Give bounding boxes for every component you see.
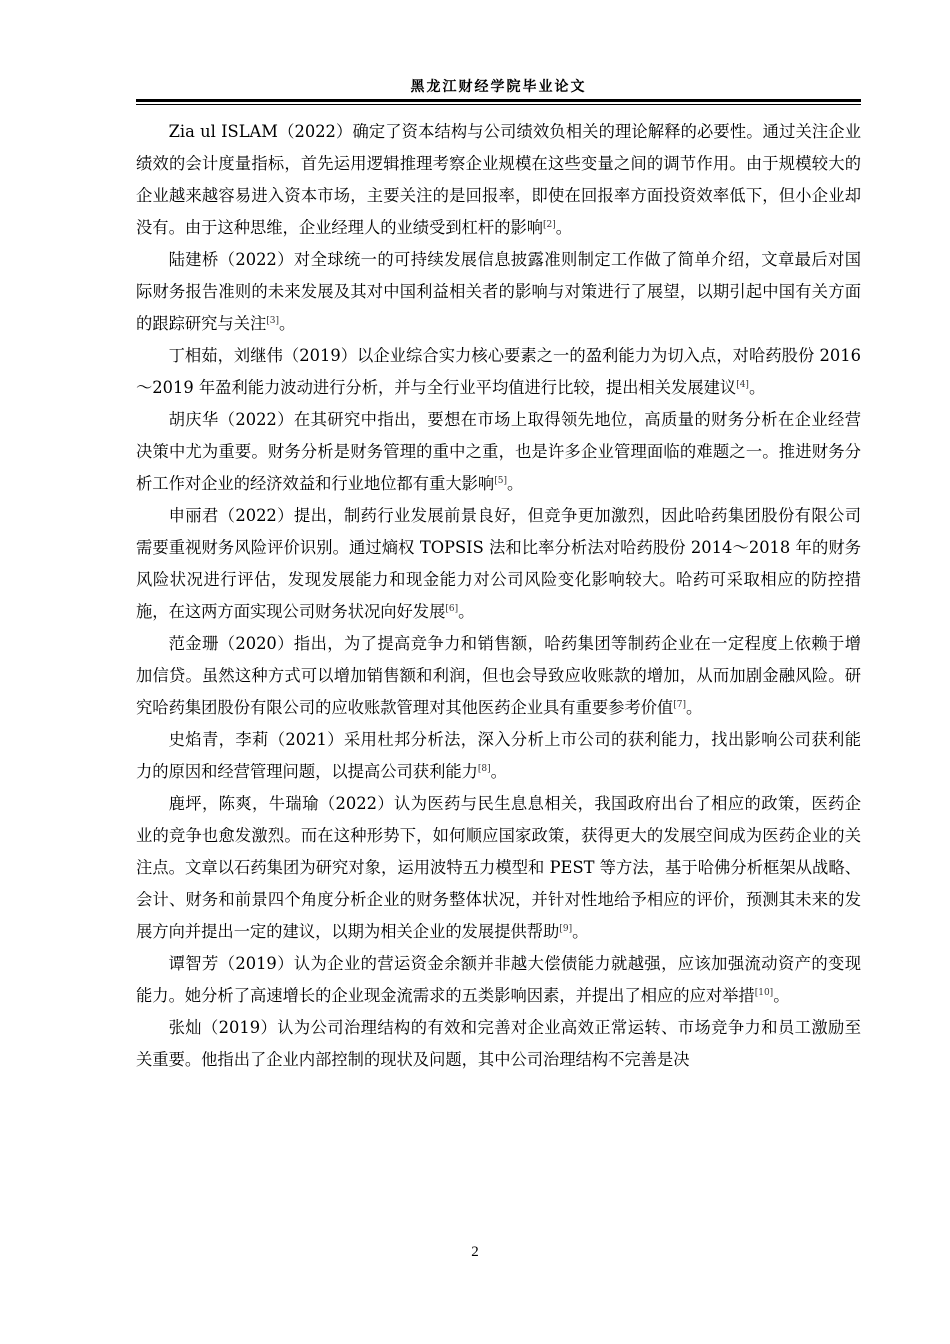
- paragraph-text: 胡庆华（2022）在其研究中指出，要想在市场上取得领先地位，高质量的财务分析在企业经营决策中尤为重要。财务分析是财务管理的重中之重，也是许多企业管理面临的难题之一。推进财务分析工作对企业的经济效益和行业地位都有重大影响: [136, 410, 861, 493]
- paragraph-text: 史焰青，李莉（2021）采用杜邦分析法，深入分析上市公司的获利能力，找出影响公司获利能力的原因和经营管理问题，以提高公司获利能力: [136, 730, 861, 781]
- body-text: [136, 116, 861, 1076]
- paragraph-end: 。: [555, 218, 573, 237]
- paragraph: [136, 340, 861, 404]
- paragraph: [136, 948, 861, 1012]
- paragraph-text: 谭智芳（2019）认为企业的营运资金余额并非越大偿债能力就越强，应该加强流动资产的变现能力。她分析了高速增长的企业现金流需求的五类影响因素，并提出了相应的应对举措: [136, 954, 861, 1005]
- paragraph-text: 申丽君（2022）提出，制药行业发展前景良好，但竞争更加激烈，因此哈药集团股份有限公司需要重视财务风险评价识别。通过熵权 TOPSIS 法和比率分析法对哈药股份 2014～2018 年的财务风险状况进行评估，发现发展能力和现金能力对公司风险变化影响较大。哈药可采取相应的防控措施，在这两方面实现公司财务状况向好发展: [136, 506, 861, 621]
- citation-ref: [5]: [494, 476, 507, 486]
- paragraph: [136, 628, 861, 724]
- paragraph: [136, 116, 861, 244]
- paragraph-text: Zia ul ISLAM（2022）确定了资本结构与公司绩效负相关的理论解释的必要性。通过关注企业绩效的会计度量指标，首先运用逻辑推理考察企业规模在这些变量之间的调节作用。由于规模较大的企业越来越容易进入资本市场，主要关注的是回报率，即使在回报率方面投资效率低下，但小企业却没有。由于这种思维，企业经理人的业绩受到杠杆的影响: [136, 122, 861, 237]
- citation-ref: [2]: [543, 220, 556, 230]
- paragraph-text: 范金珊（2020）指出，为了提高竞争力和销售额，哈药集团等制药企业在一定程度上依赖于增加信贷。虽然这种方式可以增加销售额和利润，但也会导致应收账款的增加，从而加剧金融风险。研究哈药集团股份有限公司的应收账款管理对其他医药企业具有重要参考价值: [136, 634, 861, 717]
- paragraph-text: 陆建桥（2022）对全球统一的可持续发展信息披露准则制定工作做了简单介绍，文章最后对国际财务报告准则的未来发展及其对中国利益相关者的影响与对策进行了展望，以期引起中国有关方面的跟踪研究与关注: [136, 250, 861, 333]
- paragraph-end: 。: [773, 986, 790, 1005]
- paragraph-end: 。: [506, 474, 524, 493]
- citation-ref: [9]: [559, 924, 573, 934]
- paragraph: [136, 500, 861, 628]
- paragraph-text: 鹿坪，陈爽，牛瑞瑜（2022）认为医药与民生息息相关，我国政府出台了相应的政策，医药企业的竞争也愈发激烈。而在这种形势下，如何顺应国家政策，获得更大的发展空间成为医药企业的关注点。文章以石药集团为研究对象，运用波特五力模型和 PEST 等方法，基于哈佛分析框架从战略、会计、财务和前景四个角度分析企业的财务整体状况，并针对性地给予相应的评价，预测其未来的发展方向并提出一定的建议，以期为相关企业的发展提供帮助: [136, 794, 861, 941]
- paragraph-text: 张灿（2019）认为公司治理结构的有效和完善对企业高效正常运转、市场竞争力和员工激励至关重要。他指出了企业内部控制的现状及问题，其中公司治理结构不完善是决: [136, 1018, 861, 1069]
- paragraph: [136, 244, 861, 340]
- citation-ref: [8]: [477, 764, 491, 774]
- paragraph-end: 。: [686, 698, 703, 717]
- paragraph-end: 。: [458, 602, 475, 621]
- citation-ref: [4]: [736, 380, 749, 390]
- paragraph: [136, 788, 861, 948]
- paragraph-text: 丁相茹，刘继伟（2019）以企业综合实力核心要素之一的盈利能力为切入点，对哈药股份 2016～2019 年盈利能力波动进行分析，并与全行业平均值进行比较，提出相关发展建议: [136, 346, 861, 397]
- paragraph: [136, 724, 861, 788]
- citation-ref: [6]: [445, 604, 459, 614]
- paragraph: [136, 1012, 861, 1076]
- paragraph-end: 。: [572, 922, 589, 941]
- page-number: 2: [471, 1244, 479, 1260]
- paragraph-end: 。: [748, 378, 766, 397]
- citation-ref: [10]: [754, 988, 774, 998]
- paragraph-end: 。: [279, 314, 296, 333]
- citation-ref: [3]: [266, 316, 280, 326]
- paragraph-end: 。: [490, 762, 507, 781]
- header-rule-thin: [136, 104, 861, 105]
- citation-ref: [7]: [673, 700, 687, 710]
- header-rule-thick: [136, 99, 861, 102]
- running-header: 黑龙江财经学院毕业论文: [410, 79, 587, 95]
- paragraph: [136, 404, 861, 500]
